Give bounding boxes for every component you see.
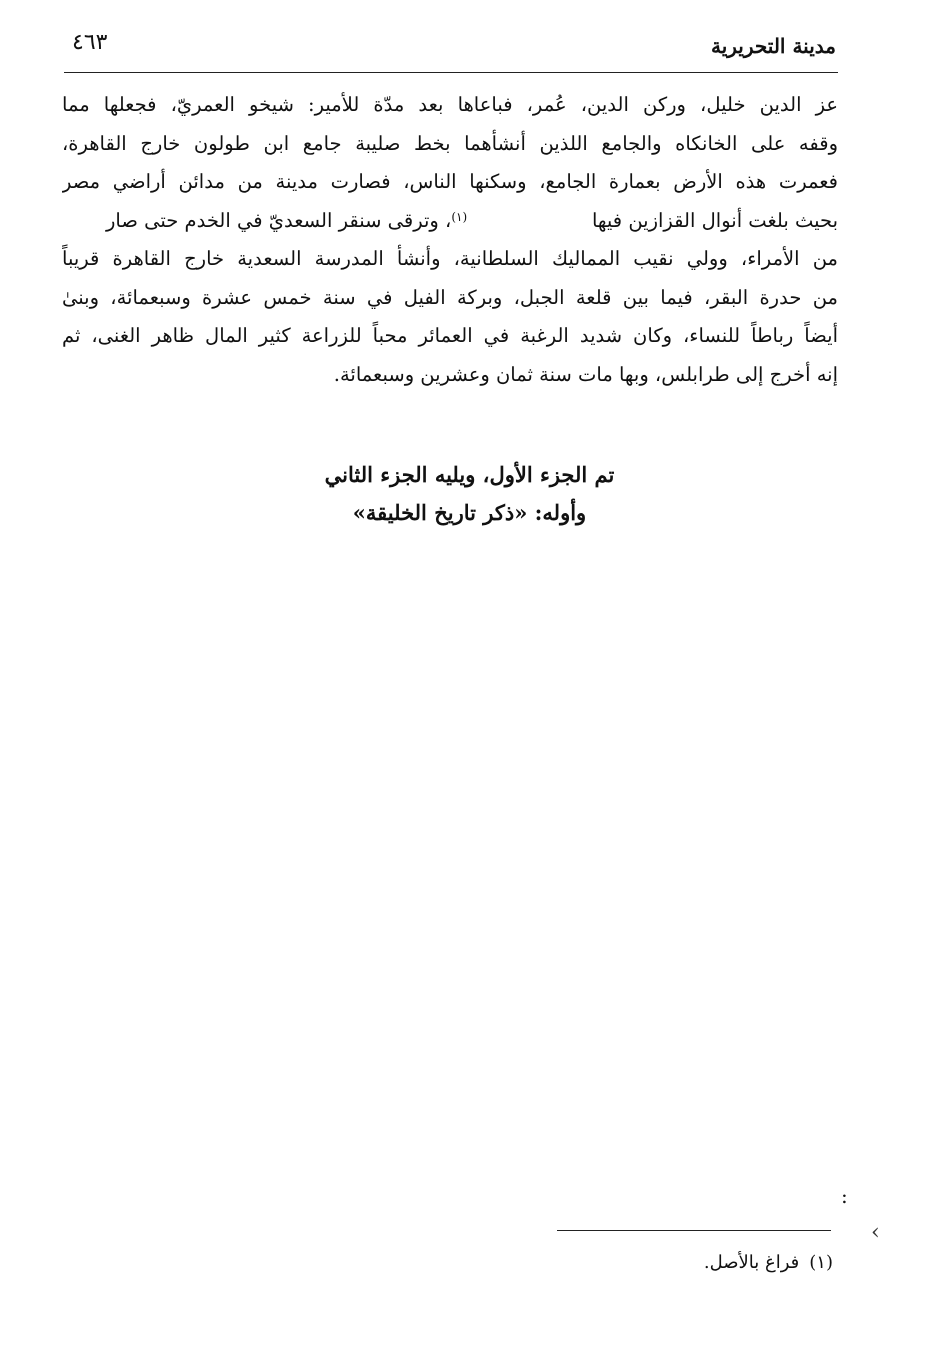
line-end-text: ، وترقى سنقر السعديّ في الخدم حتى صار: [106, 208, 452, 232]
footnote-reference: (١): [451, 209, 468, 224]
body-line: عز الدين خليل، وركن الدين، عُمر، فباعاها بعد مدّة للأمير: شيخو العمريّ، فجعلها مما: [62, 93, 838, 116]
footnote-rule: [557, 1230, 831, 1231]
body-line: أيضاً رباطاً للنساء، وكان شديد الرغبة في العمائر محباً للزراعة كثير المال ظاهر الغنى، ثم: [62, 324, 838, 347]
body-text: [62, 86, 838, 394]
running-title: مدينة التحريرية: [710, 34, 836, 58]
footnote-text: فراغ بالأصل.: [703, 1252, 800, 1273]
body-line: وقفه على الخانكاه والجامع اللذين أنشأهما بخط صليبة جامع ابن طولون خارج القاهرة،: [62, 131, 838, 155]
header-rule: [64, 72, 838, 73]
body-line: إنه أخرج إلى طرابلس، وبها مات سنة ثمان وعشرين وسبعمائة.: [333, 362, 838, 386]
footnote: [704, 1250, 833, 1276]
line-end-segment: [106, 202, 467, 241]
line-start-segment: بحيث بلغت أنوال القزازين فيها: [591, 208, 838, 232]
page-number: ٤٦٣: [72, 30, 108, 55]
body-line: من حدرة البقر، فيما بين قلعة الجبل، وبركة الفيل في سنة خمس عشرة وسبعمائة، وبنىٰ: [62, 285, 838, 309]
volume-closing-note: [0, 456, 931, 532]
body-line: فعمرت هذه الأرض بعمارة الجامع، وسكنها الناس، فصارت مدينة من مدائن أراضي مصر: [62, 170, 838, 193]
margin-edge-mark: ‹: [871, 1220, 880, 1245]
closing-line-1: تم الجزء الأول، ويليه الجزء الثاني: [324, 462, 615, 487]
footnote-number: (١): [809, 1252, 833, 1273]
body-line: من الأمراء، وولي نقيب المماليك السلطانية، وأنشأ المدرسة السعدية خارج القاهرة قريباً: [62, 247, 838, 270]
body-line-with-gap: [62, 202, 838, 241]
closing-line-2: وأوله: «ذكر تاريخ الخليقة»: [352, 500, 587, 525]
margin-colon-mark: :: [841, 1184, 848, 1208]
